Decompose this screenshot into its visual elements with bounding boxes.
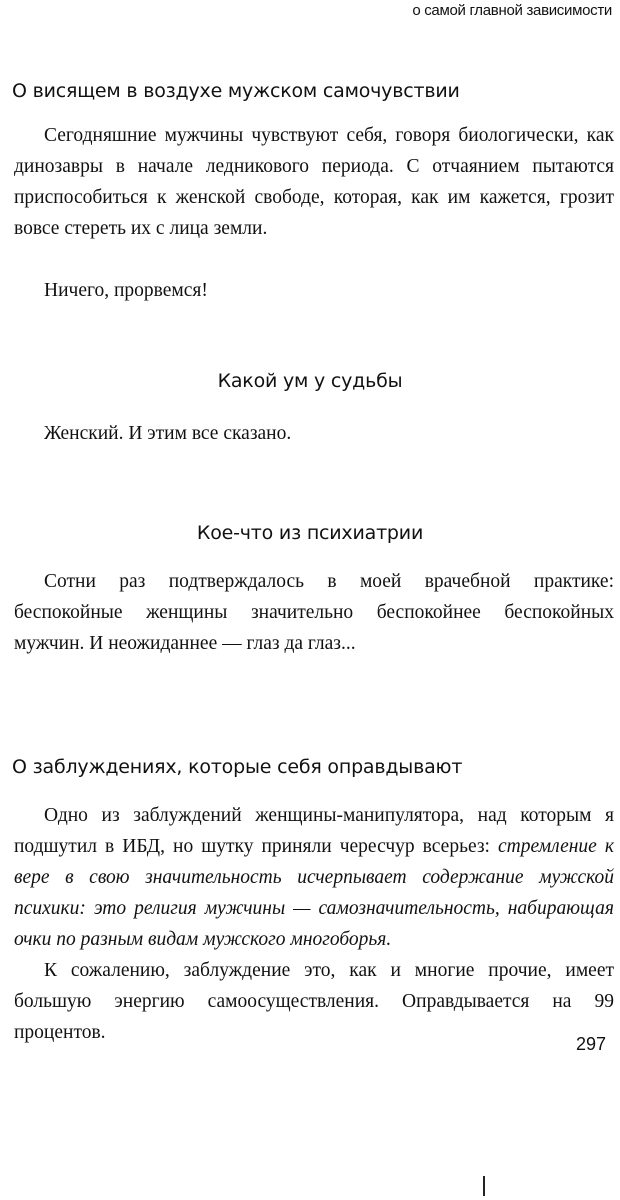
section-paragraph (14, 800, 614, 955)
paragraph-intro: Одно из заблуждений женщины-манипулятора, над которым я подшутил в ИБД, но шутку приняли чересчур всерьез: (14, 805, 614, 857)
paragraph-italic-quote: стремление к вере в свою значительность исчерпывает содержание мужской психики: это религия мужчины — самозначительность, набирающая очки по разным видам мужского многоборья. (14, 836, 614, 950)
scan-mark (483, 1176, 485, 1196)
running-head: о самой главной зависимости (412, 2, 612, 19)
section-paragraph: К сожалению, заблуждение это, как и многие прочие, имеет большую энергию самоосуществления. Оправдывается на 99 процентов. (14, 960, 614, 1043)
section-paragraph: Ничего, прорвемся! (44, 280, 208, 301)
page-number: 297 (575, 1034, 606, 1054)
section-heading-delusions: О заблуждениях, которые себя оправдывают (12, 756, 463, 778)
section-paragraph: Женский. И этим все сказано. (44, 423, 292, 444)
section-heading-fate-mind: Какой ум у судьбы (217, 370, 403, 392)
section-paragraph: Сегодняшние мужчины чувствуют себя, говоря биологически, как динозавры в начале ледникового периода. С отчаянием пытаются приспособиться к женской свободе, которая, как им кажется, грозит вовсе стереть их с лица земли. (14, 125, 614, 239)
section-heading-male-wellbeing: О висящем в воздухе мужском самочувствии (12, 80, 460, 102)
section-heading-psychiatry: Кое-что из психиатрии (196, 522, 424, 544)
section-paragraph: Сотни раз подтверждалось в моей врачебной практике: беспокойные женщины значительно беспокойнее беспокойных мужчин. И неожиданнее — глаз да глаз... (14, 571, 614, 654)
